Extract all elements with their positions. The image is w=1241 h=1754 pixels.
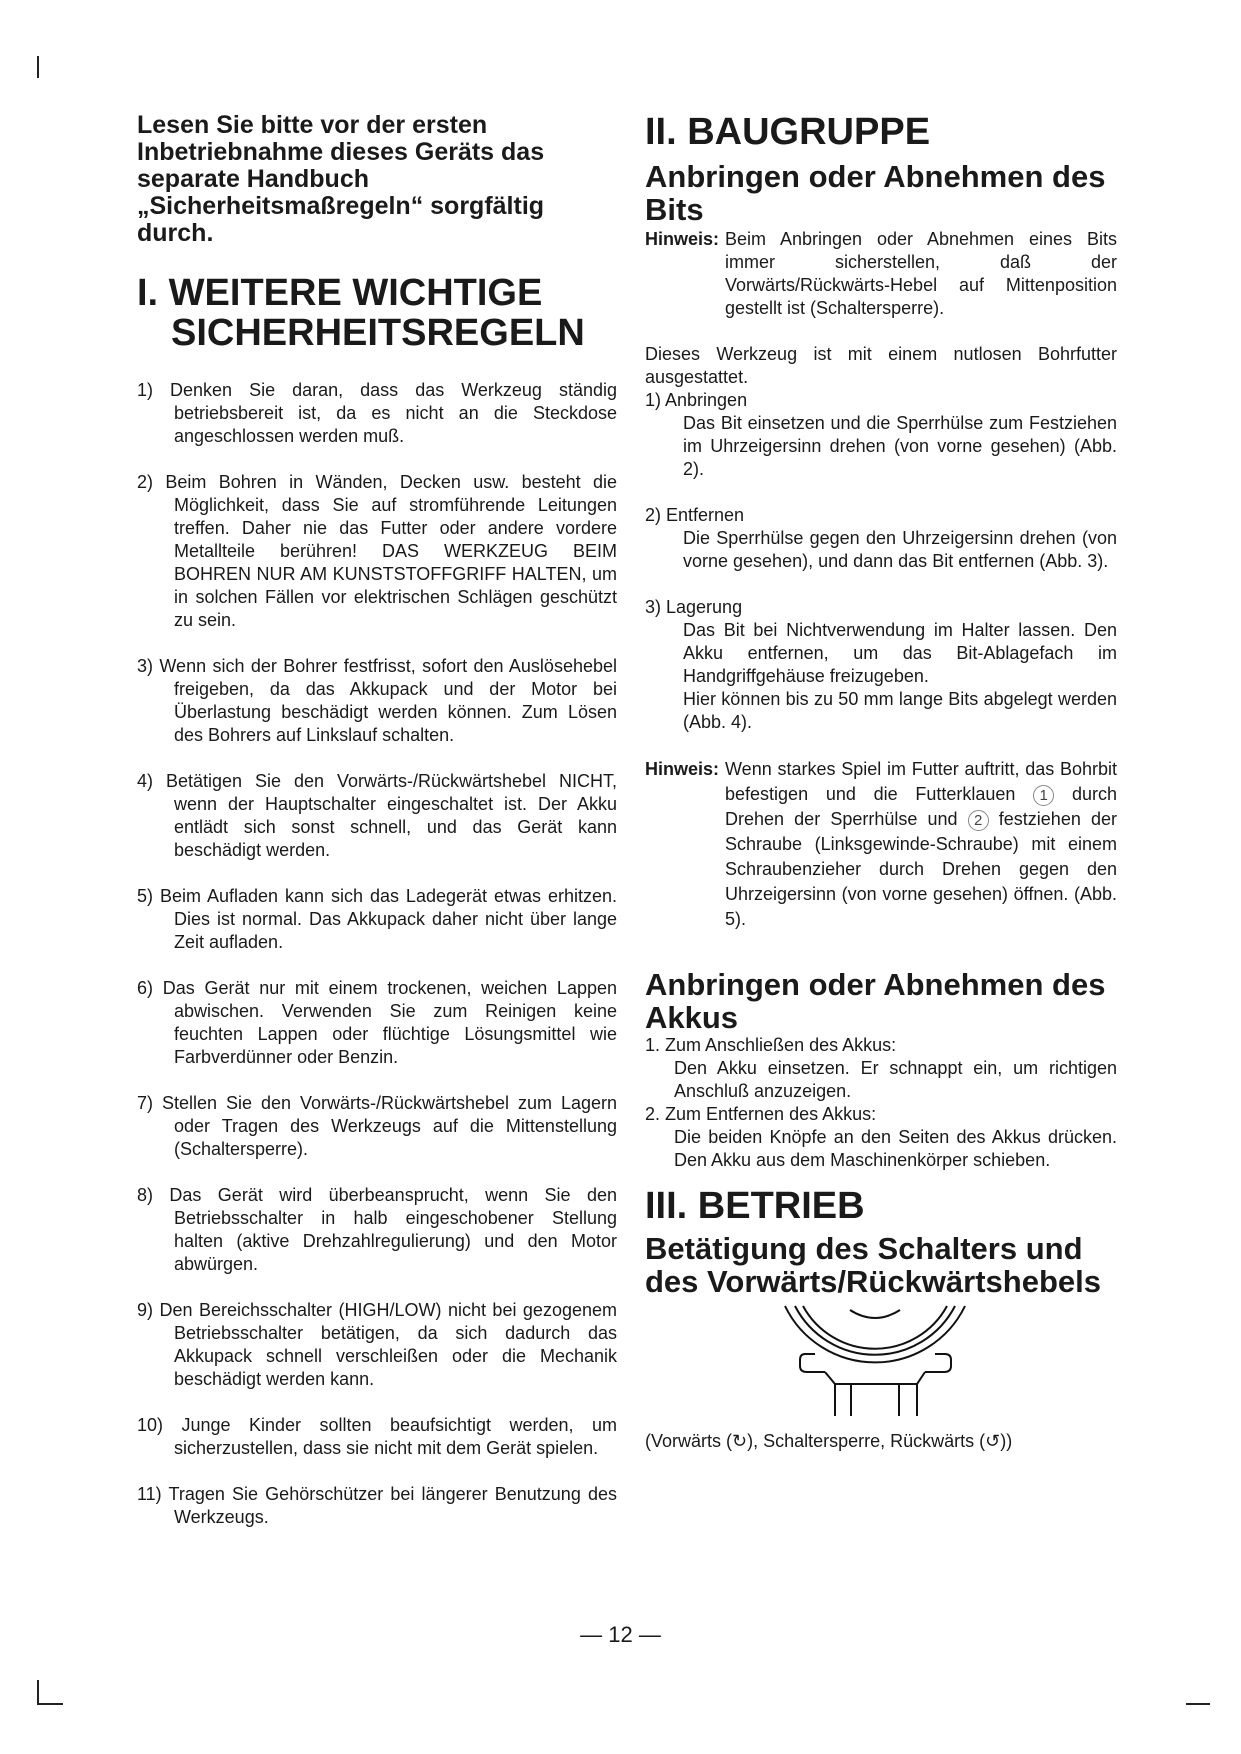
crop-mark — [37, 1680, 39, 1704]
circled-number-1: 1 — [1033, 785, 1054, 806]
safety-list — [137, 379, 617, 1529]
list-item: 5) Beim Aufladen kann sich das Ladegerät etwas erhitzen. Dies ist normal. Das Akkupack daher nicht über lange Zeit aufladen. — [137, 886, 617, 952]
intro-warning: Lesen Sie bitte vor der ersten Inbetriebnahme dieses Geräts das separate Handbuch „Sicherheitsmaßregeln“ sorgfältig durch. — [137, 111, 545, 247]
note-text-part: Wenn starkes Spiel im Futter auftritt, das Bohrbit befestigen und die Futterklauen — [725, 759, 1117, 804]
list-item: 3) Wenn sich der Bohrer festfrisst, sofort den Auslösehebel freigeben, da das Akkupack und der Motor bei Überlastung beschädigt werden können. Zum Lösen des Bohrers auf Linkslauf schalten. — [137, 656, 617, 745]
switch-caption — [645, 1430, 1117, 1453]
left-column — [137, 112, 617, 1552]
switch-diagram — [645, 1304, 1117, 1424]
list-item: 11) Tragen Sie Gehörschützer bei längerer Benutzung des Werkzeugs. — [137, 1484, 617, 1527]
list-item: 8) Das Gerät wird überbeansprucht, wenn Sie den Betriebsschalter in halb eingeschobener Stellung halten (aktive Drehzahlregulierung) und den Motor abwürgen. — [137, 1185, 617, 1274]
note-text: Beim Anbringen oder Abnehmen eines Bits immer sicherstellen, daß der Vorwärts/Rückwärts-Hebel auf Mittenposition gestellt ist (Schaltersperre). — [725, 229, 1117, 318]
note-text-part: durch Drehen der Sperrhülse und — [725, 784, 1117, 829]
battery-heading: Anbringen oder Abnehmen des Akkus — [645, 967, 1106, 1035]
note-text-part: festziehen der Schraube (Linksgewinde-Schraube) mit einem Schraubenzieher durch Drehen gegen den Uhrzeigersinn (von vorne gesehen) öffnen. (Abb. 5). — [725, 809, 1117, 929]
note-text — [725, 757, 1117, 932]
switch-heading: Betätigung des Schalters und des Vorwärts/Rückwärtshebels — [645, 1231, 1101, 1299]
list-item: 7) Stellen Sie den Vorwärts-/Rückwärtshebel zum Lagern oder Tragen des Werkzeugs auf die Mittenstellung (Schaltersperre). — [137, 1093, 617, 1159]
step-label: 2) Entfernen — [645, 505, 745, 525]
right-column — [645, 112, 1117, 1453]
list-item: 4) Betätigen Sie den Vorwärts-/Rückwärtshebel NICHT, wenn der Hauptschalter eingeschaltet ist. Der Akku entlädt sich sonst schnell, und das Gerät kann beschädigt werden. — [137, 771, 617, 860]
chuck-note — [645, 757, 1117, 932]
step-text: Die beiden Knöpfe an den Seiten des Akkus drücken. Den Akku aus dem Maschinenkörper schieben. — [674, 1127, 1117, 1170]
page-number: — 12 — — [580, 1622, 661, 1647]
step-text: Hier können bis zu 50 mm lange Bits abgelegt werden (Abb. 4). — [683, 689, 1117, 732]
crop-mark — [37, 1703, 63, 1705]
list-item: 10) Junge Kinder sollten beaufsichtigt werden, um sicherzustellen, dass sie nicht mit dem Gerät spielen. — [137, 1415, 617, 1458]
bits-heading: Anbringen oder Abnehmen des Bits — [645, 159, 1106, 227]
step-label: 3) Lagerung — [645, 597, 743, 617]
caption-text: )) — [1000, 1431, 1013, 1451]
list-item: 1) Denken Sie daran, dass das Werkzeug ständig betriebsbereit ist, da es nicht an die Steckdose angeschlossen werden muß. — [137, 380, 617, 446]
list-item: 9) Den Bereichsschalter (HIGH/LOW) nicht bei gezogenem Betriebsschalter betätigen, da sich dadurch das Akkupack schnell verschleißen oder die Mechanik beschädigt werden kann. — [137, 1300, 617, 1389]
bits-note — [645, 228, 1117, 320]
step-text: Die Sperrhülse gegen den Uhrzeigersinn drehen (von vorne gesehen), und dann das Bit entfernen (Abb. 3). — [683, 528, 1117, 571]
step-text: Das Bit einsetzen und die Sperrhülse zum Festziehen im Uhrzeigersinn drehen (von vorne gesehen) (Abb. 2). — [683, 413, 1117, 479]
crop-mark — [37, 56, 39, 78]
note-label: Hinweis: — [645, 229, 720, 249]
section3-title: III. BETRIEB — [645, 1185, 865, 1227]
list-item: 6) Das Gerät nur mit einem trockenen, weichen Lappen abwischen. Verwenden Sie zum Reinigen keine feuchten Lappen oder flüchtige Lösungsmittel wie Farbverdünner oder Benzin. — [137, 978, 617, 1067]
caption-text: (Vorwärts ( — [645, 1431, 733, 1451]
section1-title: I. WEITERE WICHTIGE SICHERHEITSREGELN — [137, 272, 585, 354]
step-label: 1. Zum Anschließen des Akkus: — [645, 1035, 897, 1055]
caption-text: ), Schaltersperre, Rückwärts ( — [747, 1431, 986, 1451]
step-label: 1) Anbringen — [645, 390, 748, 410]
counterclockwise-arrow-icon: ↺ — [985, 1431, 1001, 1451]
crop-mark — [1186, 1703, 1210, 1705]
note-label: Hinweis: — [645, 759, 720, 779]
clockwise-arrow-icon: ↻ — [732, 1431, 748, 1451]
list-item: 2) Beim Bohren in Wänden, Decken usw. besteht die Möglichkeit, dass Sie auf stromführende Leitungen treffen. Daher nie das Futter oder andere vordere Metallteile berühren! DAS WERKZEUG BEIM BOHREN NUR AM KUNSTSTOFFGRIFF HALTEN, um in solchen Fällen vor elektrischen Schlägen geschützt zu sein. — [137, 472, 617, 630]
section2-title: II. BAUGRUPPE — [645, 111, 931, 153]
step-text: Den Akku einsetzen. Er schnappt ein, um richtigen Anschluß anzuzeigen. — [674, 1058, 1117, 1101]
circled-number-2: 2 — [968, 810, 989, 831]
step-label: 2. Zum Entfernen des Akkus: — [645, 1104, 877, 1124]
bits-intro: Dieses Werkzeug ist mit einem nutlosen Bohrfutter ausgestattet. — [645, 344, 1117, 387]
step-text: Das Bit bei Nichtverwendung im Halter lassen. Den Akku entfernen, um das Bit-Ablagefach im Handgriffgehäuse freizugeben. — [683, 620, 1117, 686]
